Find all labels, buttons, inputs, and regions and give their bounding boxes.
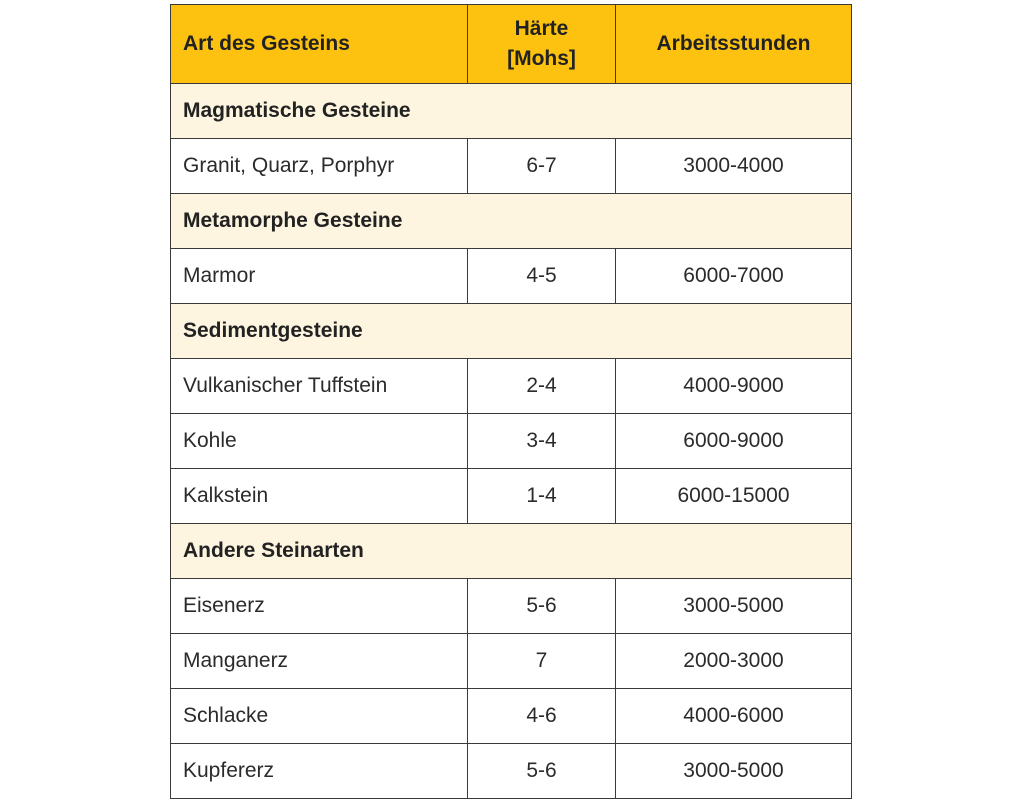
group-row-sedimentary [171,304,852,359]
rock-hours: 3000-5000 [616,579,852,634]
rock-name: Kalkstein [171,469,468,524]
rock-name: Schlacke [171,689,468,744]
table-row [171,469,852,524]
table-row [171,744,852,799]
rock-hardness: 2-4 [468,359,616,414]
group-title: Sedimentgesteine [171,304,852,359]
rock-hours: 2000-3000 [616,634,852,689]
rock-name: Eisenerz [171,579,468,634]
rock-hardness: 3-4 [468,414,616,469]
group-row-magmatic [171,84,852,139]
rock-hardness: 7 [468,634,616,689]
header-hardness [468,5,616,84]
header-hardness-line1: Härte [514,17,569,40]
group-row-metamorphic [171,194,852,249]
rock-hardness: 4-5 [468,249,616,304]
rock-name: Marmor [171,249,468,304]
rock-name: Kohle [171,414,468,469]
rock-hardness-table [170,4,852,799]
table-row [171,689,852,744]
table-row [171,249,852,304]
table-row [171,359,852,414]
rock-name: Manganerz [171,634,468,689]
table-row [171,414,852,469]
rock-hardness: 4-6 [468,689,616,744]
header-type: Art des Gesteins [171,5,468,84]
table-header-row [171,5,852,84]
header-hardness-line2: [Mohs] [507,47,576,70]
rock-hardness: 5-6 [468,579,616,634]
table-row [171,579,852,634]
rock-hours: 4000-9000 [616,359,852,414]
rock-hours: 4000-6000 [616,689,852,744]
group-title: Metamorphe Gesteine [171,194,852,249]
rock-hardness: 5-6 [468,744,616,799]
rock-hours: 6000-15000 [616,469,852,524]
rock-hours: 3000-4000 [616,139,852,194]
rock-hours: 6000-9000 [616,414,852,469]
group-title: Andere Steinarten [171,524,852,579]
rock-hours: 3000-5000 [616,744,852,799]
table-row [171,139,852,194]
rock-name: Vulkanischer Tuffstein [171,359,468,414]
rock-hardness: 1-4 [468,469,616,524]
group-title: Magmatische Gesteine [171,84,852,139]
rock-hours: 6000-7000 [616,249,852,304]
rock-name: Kupfererz [171,744,468,799]
rock-hardness: 6-7 [468,139,616,194]
header-hours: Arbeitsstunden [616,5,852,84]
table-row [171,634,852,689]
group-row-other [171,524,852,579]
rock-name: Granit, Quarz, Porphyr [171,139,468,194]
